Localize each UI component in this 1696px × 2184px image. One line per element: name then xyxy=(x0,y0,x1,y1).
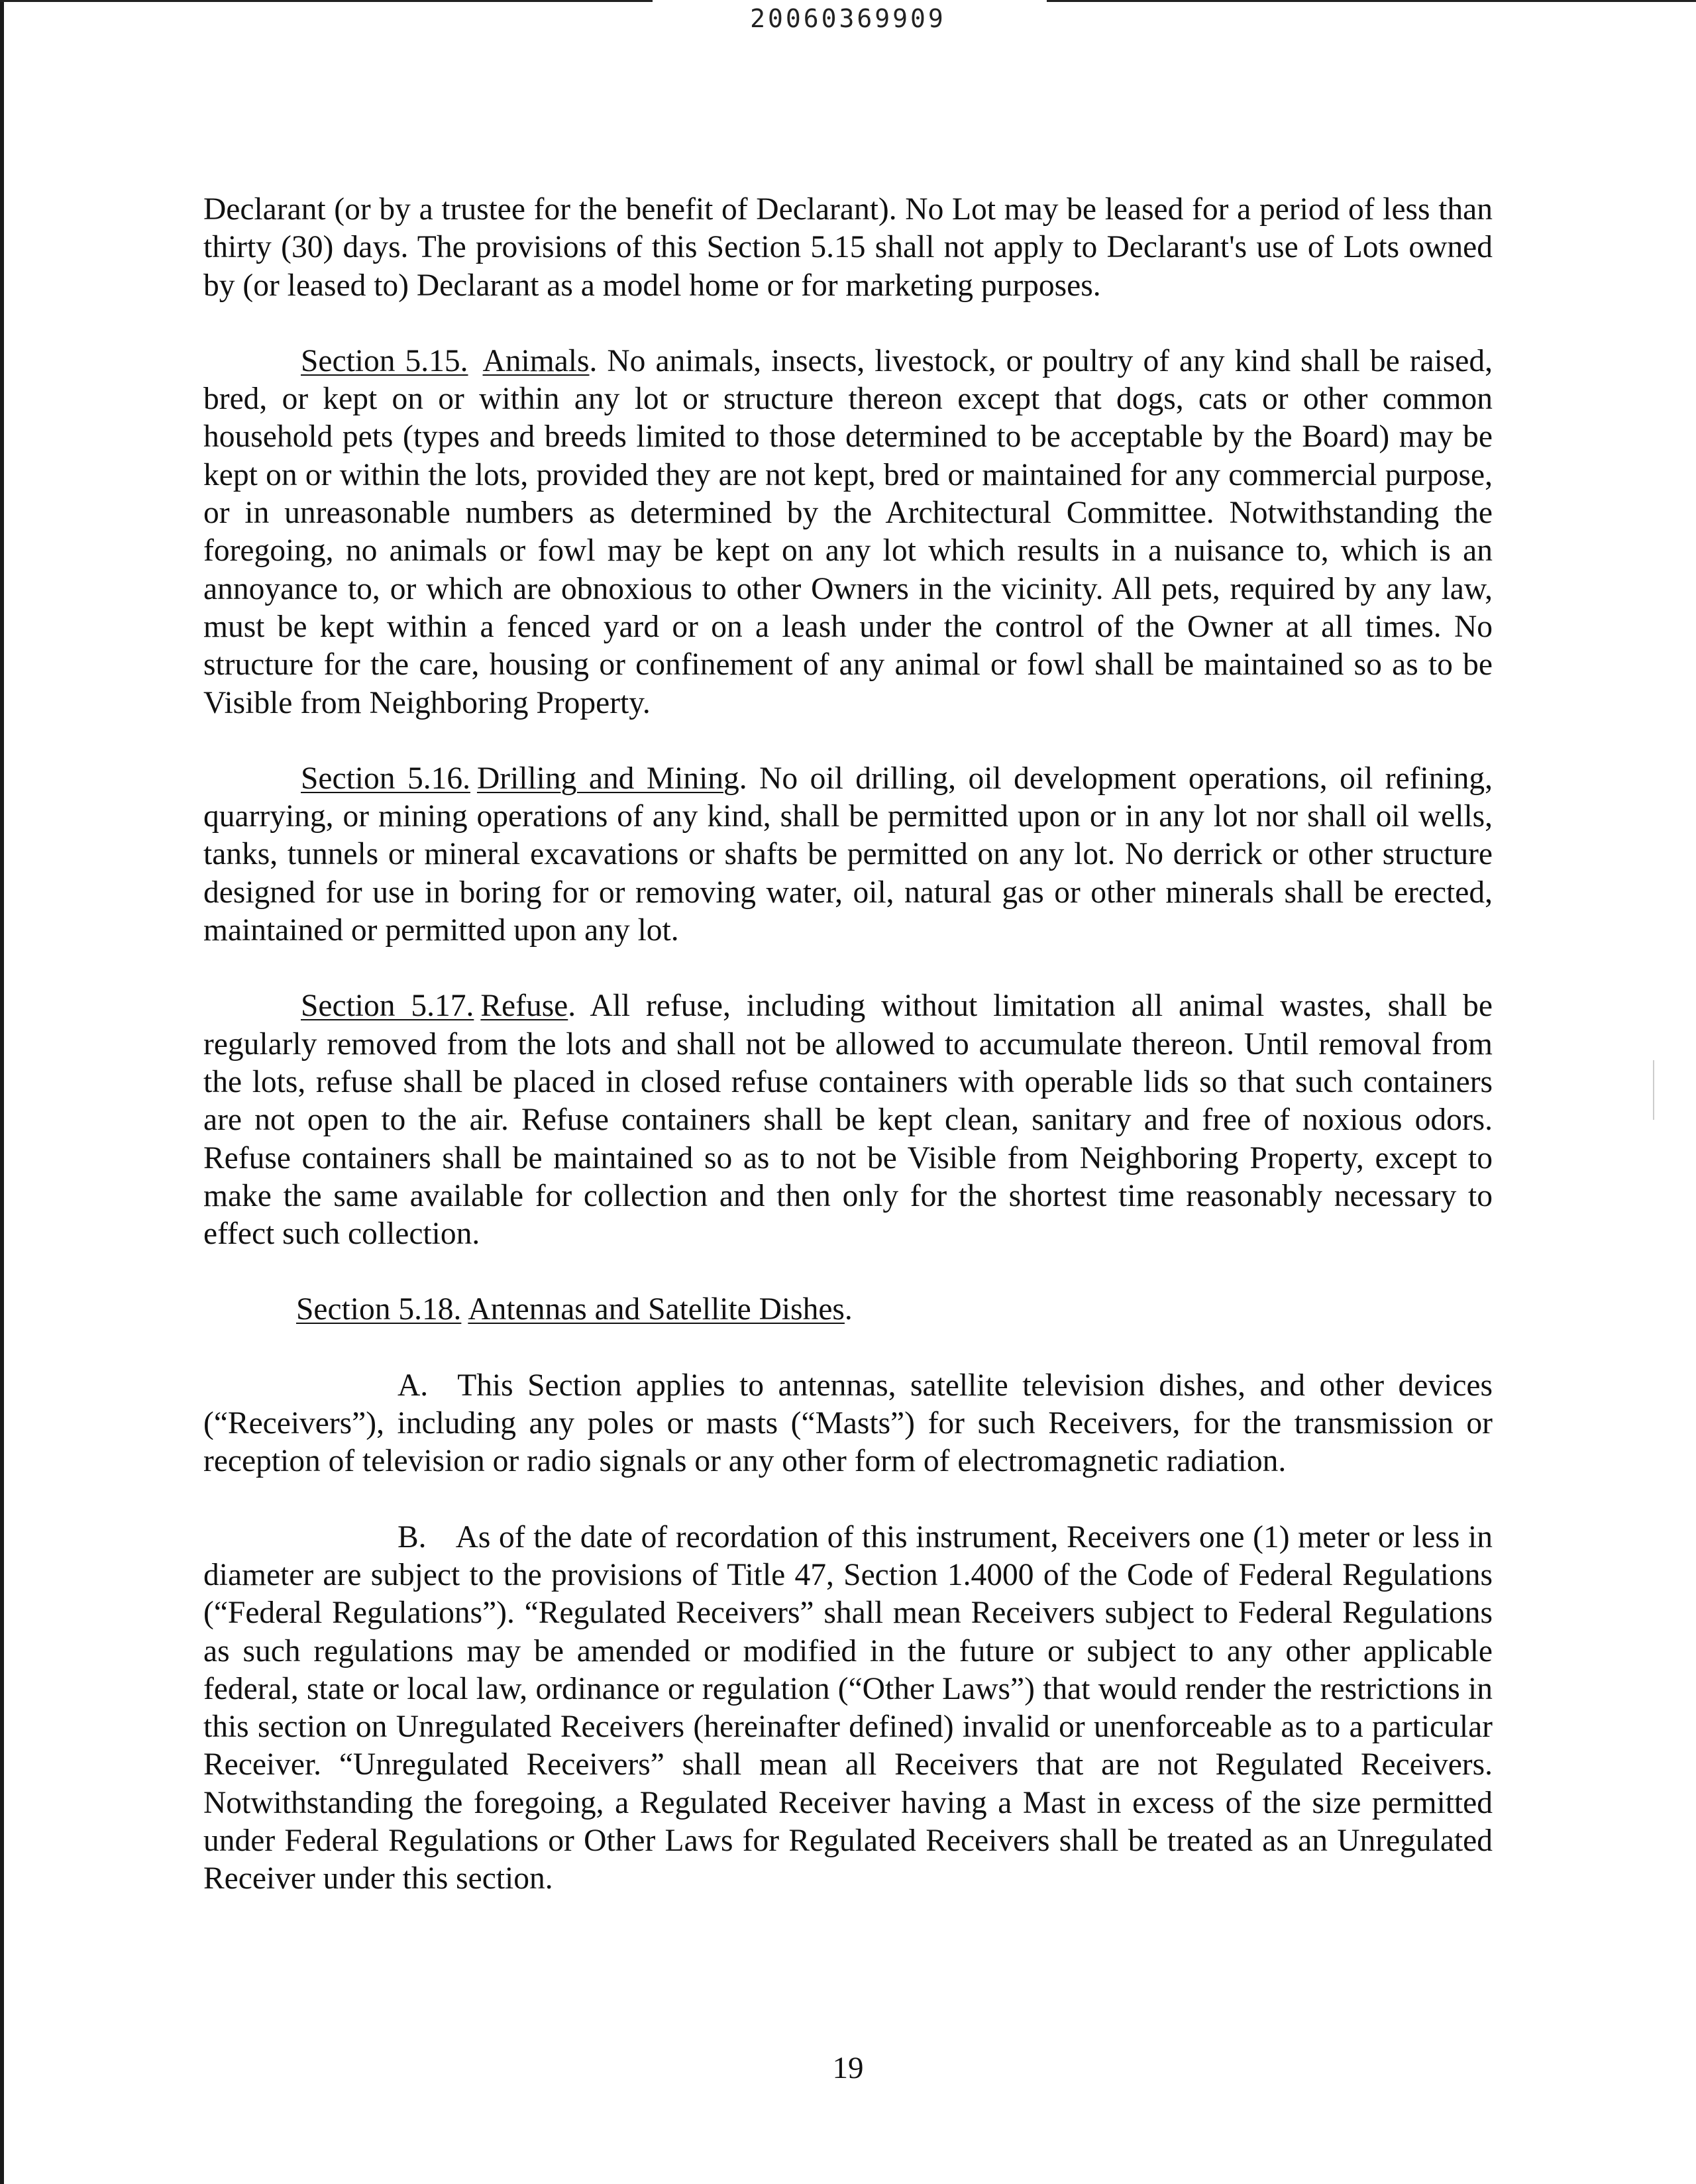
page-number: 19 xyxy=(832,2051,864,2085)
header-rule-right xyxy=(1047,0,1696,2)
section-5-16-title: Drilling and Mining xyxy=(476,761,739,796)
document-number: 20060369909 xyxy=(750,4,946,33)
item-a-text: This Section applies to antennas, satellite television dishes, and other devices (“Receivers”), including any poles or masts (“Masts”) for such Receivers, for the transmission or reception of television or radio signals or any other form of electromagnetic radiation. xyxy=(203,1368,1493,1479)
section-5-16-body: . No oil drilling, oil development operations, oil refining, quarrying, or mining operations of any kind, shall be permitted upon or in any lot nor shall oil wells, tanks, tunnels or mineral excavations or shafts be permitted on any lot. No derrick or other structure designed for use in boring for or removing water, oil, natural gas or other minerals shall be erected, maintained or permitted upon any lot. xyxy=(203,761,1493,948)
section-5-18-item-a xyxy=(203,1367,1493,1481)
section-5-18-trailing: . xyxy=(844,1292,853,1327)
item-b-label: B. xyxy=(398,1519,427,1555)
section-5-15-paragraph xyxy=(203,343,1493,722)
continuation-paragraph: Declarant (or by a trustee for the benefit of Declarant). No Lot may be leased for a period of less than thirty (30) days. The provisions of this Section 5.15 shall not apply to Declarant's use of Lots owned by (or leased to) Declarant as a model home or for marketing purposes. xyxy=(203,192,1493,303)
section-5-16-paragraph xyxy=(203,760,1493,950)
section-5-15-body: . No animals, insects, livestock, or poultry of any kind shall be raised, bred, or kept on or within any lot or structure thereon except that dogs, cats or other common household pets (types and breeds limited to those determined to be acceptable by the Board) may be kept on or within the lots, provided they are not kept, bred or maintained for any commercial purpose, or in unreasonable numbers as determined by the Architectural Committee. Notwithstanding the foregoing, no animals or fowl may be kept on any lot which results in a nuisance to, which is an annoyance to, or which are obnoxious to other Owners in the vicinity. All pets, required by any law, must be kept within a fenced yard or on a leash under the control of the Owner at all times. No structure for the care, housing or confinement of any animal or fowl shall be maintained so as to be Visible from Neighboring Property. xyxy=(203,343,1493,720)
section-5-18-item-b xyxy=(203,1519,1493,1898)
document-body xyxy=(203,191,1493,1936)
section-5-17-body: . All refuse, including without limitation all animal wastes, shall be regularly removed from the lots and shall not be allowed to accumulate thereon. Until removal from the lots, refuse shall be placed in closed refuse containers with operable lids so that such containers are not open to the air. Refuse containers shall be kept clean, sanitary and free of noxious odors. Refuse containers shall be maintained so as to not be Visible from Neighboring Property, except to make the same available for collection and then only for the shortest time reasonably necessary to effect such collection. xyxy=(203,989,1493,1252)
header-rule-left xyxy=(0,0,653,2)
section-5-17-number: Section 5.17. xyxy=(301,989,474,1024)
section-5-17-title: Refuse xyxy=(480,989,568,1024)
section-5-16-number: Section 5.16. xyxy=(301,761,470,796)
scan-artifact-line xyxy=(1653,1060,1654,1120)
item-a-label: A. xyxy=(398,1368,429,1403)
section-5-15-title: Animals xyxy=(482,343,590,378)
section-5-15-number: Section 5.15. xyxy=(301,343,468,378)
section-5-17-paragraph xyxy=(203,987,1493,1253)
scan-left-edge xyxy=(0,0,4,2184)
section-5-18-number: Section 5.18. xyxy=(296,1292,462,1327)
section-5-18-heading xyxy=(203,1291,1493,1329)
section-5-18-title: Antennas and Satellite Dishes xyxy=(468,1292,845,1327)
item-b-text: As of the date of recordation of this instrument, Receivers one (1) meter or less in diameter are subject to the provisions of Title 47, Section 1.4000 of the Code of Federal Regulations (“Federal Regulations”). “Regulated Receivers” shall mean Receivers subject to Federal Regulations as such regulations may be amended or modified in the future or subject to any other applicable federal, state or local law, ordinance or regulation (“Other Laws”) that would render the restrictions in this section on Unregulated Receivers (hereinafter defined) invalid or unenforceable as to a particular Receiver. “Unregulated Receivers” shall mean all Receivers that are not Regulated Receivers. Notwithstanding the foregoing, a Regulated Receiver having a Mast in excess of the size permitted under Federal Regulations or Other Laws for Regulated Receivers shall be treated as an Unregulated Receiver under this section. xyxy=(203,1519,1493,1896)
